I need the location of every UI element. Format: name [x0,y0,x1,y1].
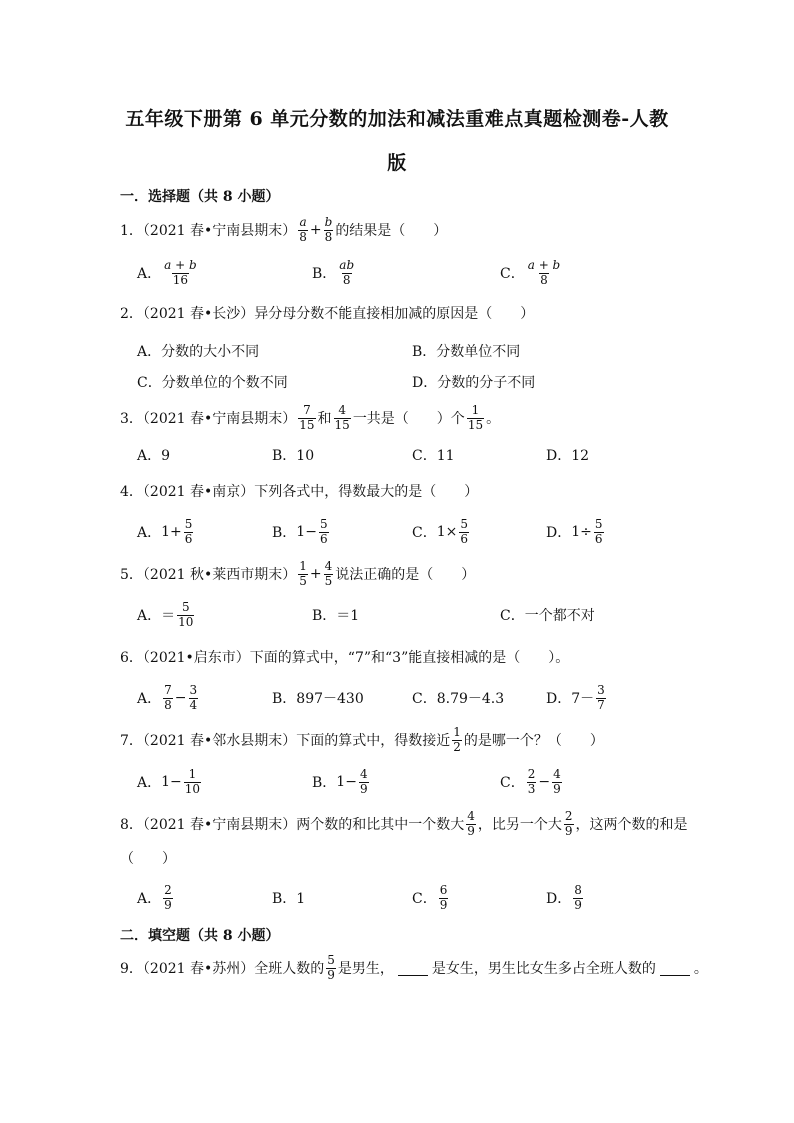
q8-option-a[interactable]: A． $\frac{2}{9}$ [137,882,172,912]
q6-option-d[interactable]: D． 7－ $\frac{3}{7}$ [546,682,605,712]
q1-suffix: 的结果是（ ） [335,223,448,239]
q6-option-c[interactable]: C．8.79－4.3 [412,691,505,707]
section-fill-heading: 二．填空题（共 8 小题） [120,928,280,944]
question-7: 7．（2021 春•邻水县期末）下面的算式中，得数接近 $\frac{1}{2}$ 的是哪一个？（ ） [120,724,604,754]
q7-prefix: 7．（2021 春•邻水县期末）下面的算式中，得数接近 [120,733,451,749]
q3-fraction-1: $\frac{7}{15}$ [299,402,315,432]
q8-option-b[interactable]: B．1 [272,891,306,907]
question-8-line2: （ ） [120,851,176,867]
q5-fraction-1: $\frac{1}{5}$ [299,558,307,588]
q4-option-a[interactable]: A． 1+ $\frac{5}{6}$ [137,516,193,546]
q1-option-b[interactable]: B． $\frac{ab}{8}$ [312,257,355,287]
q2-option-c[interactable]: C．分数单位的个数不同 [137,375,288,391]
q8-prefix: 8．（2021 春•宁南县期末）两个数的和比其中一个数大 [120,817,465,833]
q3-fraction-3: $\frac{1}{15}$ [467,402,484,432]
q9-blank-2[interactable] [660,961,690,976]
page-title-line1: 五年级下册第 6 单元分数的加法和减法重难点真题检测卷-人教 [125,108,669,130]
q1-option-c[interactable]: C． $\frac{a + b}{8}$ [500,257,561,287]
q5-fraction-2: $\frac{4}{5}$ [324,558,333,588]
page-title-line2: 版 [387,152,407,174]
q3-option-c[interactable]: C．11 [412,448,455,464]
q5-prefix: 5．（2021 秋•莱西市期末） [120,567,297,583]
q3-option-a[interactable]: A．9 [137,448,171,464]
q2-option-b[interactable]: B．分数单位不同 [412,344,521,360]
q3-option-d[interactable]: D．12 [546,448,590,464]
q4-option-b[interactable]: B． 1− $\frac{5}{6}$ [272,516,328,546]
q6-option-b[interactable]: B．897－430 [272,691,364,707]
question-2: 2．（2021 春•长沙）异分母分数不能直接相加减的原因是（ ） [120,306,535,322]
q7-option-a[interactable]: A． 1− $\frac{1}{10}$ [137,766,201,796]
q4-option-d[interactable]: D． 1÷ $\frac{5}{6}$ [546,516,603,546]
q1-option-a[interactable]: A． $\frac{a + b}{16}$ [137,257,197,287]
question-9: 9．（2021 春•苏州）全班人数的 $\frac{5}{9}$ 是男生， 是女生，男生比女生多占全班人数的 。 [120,952,708,982]
q7-option-b[interactable]: B． 1− $\frac{4}{9}$ [312,766,368,796]
q3-fraction-2: $\frac{4}{15}$ [334,402,350,432]
q8-fraction-1: $\frac{4}{9}$ [467,808,475,838]
q9-blank-1[interactable] [398,961,428,976]
q8-option-d[interactable]: D． $\frac{8}{9}$ [546,882,582,912]
question-3: 3．（2021 春•宁南县期末） $\frac{7}{15}$ 和 $\frac{4}{15}$ 一共是（ ）个 $\frac{1}{15}$ 。 [120,402,501,432]
q8-fraction-2: $\frac{2}{9}$ [564,808,573,838]
q5-option-a[interactable]: A． ＝ $\frac{5}{10}$ [137,599,194,629]
q7-option-c[interactable]: C． $\frac{2}{3}$ − $\frac{4}{9}$ [500,766,561,796]
q2-option-d[interactable]: D．分数的分子不同 [412,375,536,391]
q3-prefix: 3．（2021 春•宁南县期末） [120,411,297,427]
question-5: 5．（2021 秋•莱西市期末） $\frac{1}{5}$ + $\frac{4}{5}$ 说法正确的是（ ） [120,558,476,588]
q9-fraction-1: $\frac{5}{9}$ [327,952,335,982]
q2-option-a[interactable]: A．分数的大小不同 [137,344,260,360]
question-1 [120,210,447,250]
q3-option-b[interactable]: B．10 [272,448,315,464]
q7-fraction-1: $\frac{1}{2}$ [453,724,461,754]
q5-option-c[interactable]: C．一个都不对 [500,608,595,624]
q4-option-c[interactable]: C． 1× $\frac{5}{6}$ [412,516,468,546]
section-choice-heading: 一．选择题（共 8 小题） [120,189,280,205]
q1-prefix: 1．（2021 春•宁南县期末） [120,223,297,239]
q9-prefix: 9．（2021 春•苏州）全班人数的 [120,961,325,977]
q1-plus: + [309,222,322,238]
q5-option-b[interactable]: B．＝1 [312,608,360,624]
q1-fraction-2: $\frac{b}{8}$ [324,214,333,244]
question-6: 6．（2021•启东市）下面的算式中，“7”和“3”能直接相减的是（ ）。 [120,650,570,666]
q8-option-c[interactable]: C． $\frac{6}{9}$ [412,882,448,912]
question-4: 4．（2021 春•南京）下列各式中，得数最大的是（ ） [120,484,479,500]
q6-option-a[interactable]: A． $\frac{7}{8}$ − $\frac{3}{4}$ [137,682,198,712]
question-8: 8．（2021 春•宁南县期末）两个数的和比其中一个数大 $\frac{4}{9}$ ，比另一个大 $\frac{2}{9}$ ，这两个数的和是 [120,808,688,838]
q1-fraction-1: $\frac{a}{8}$ [299,214,307,244]
